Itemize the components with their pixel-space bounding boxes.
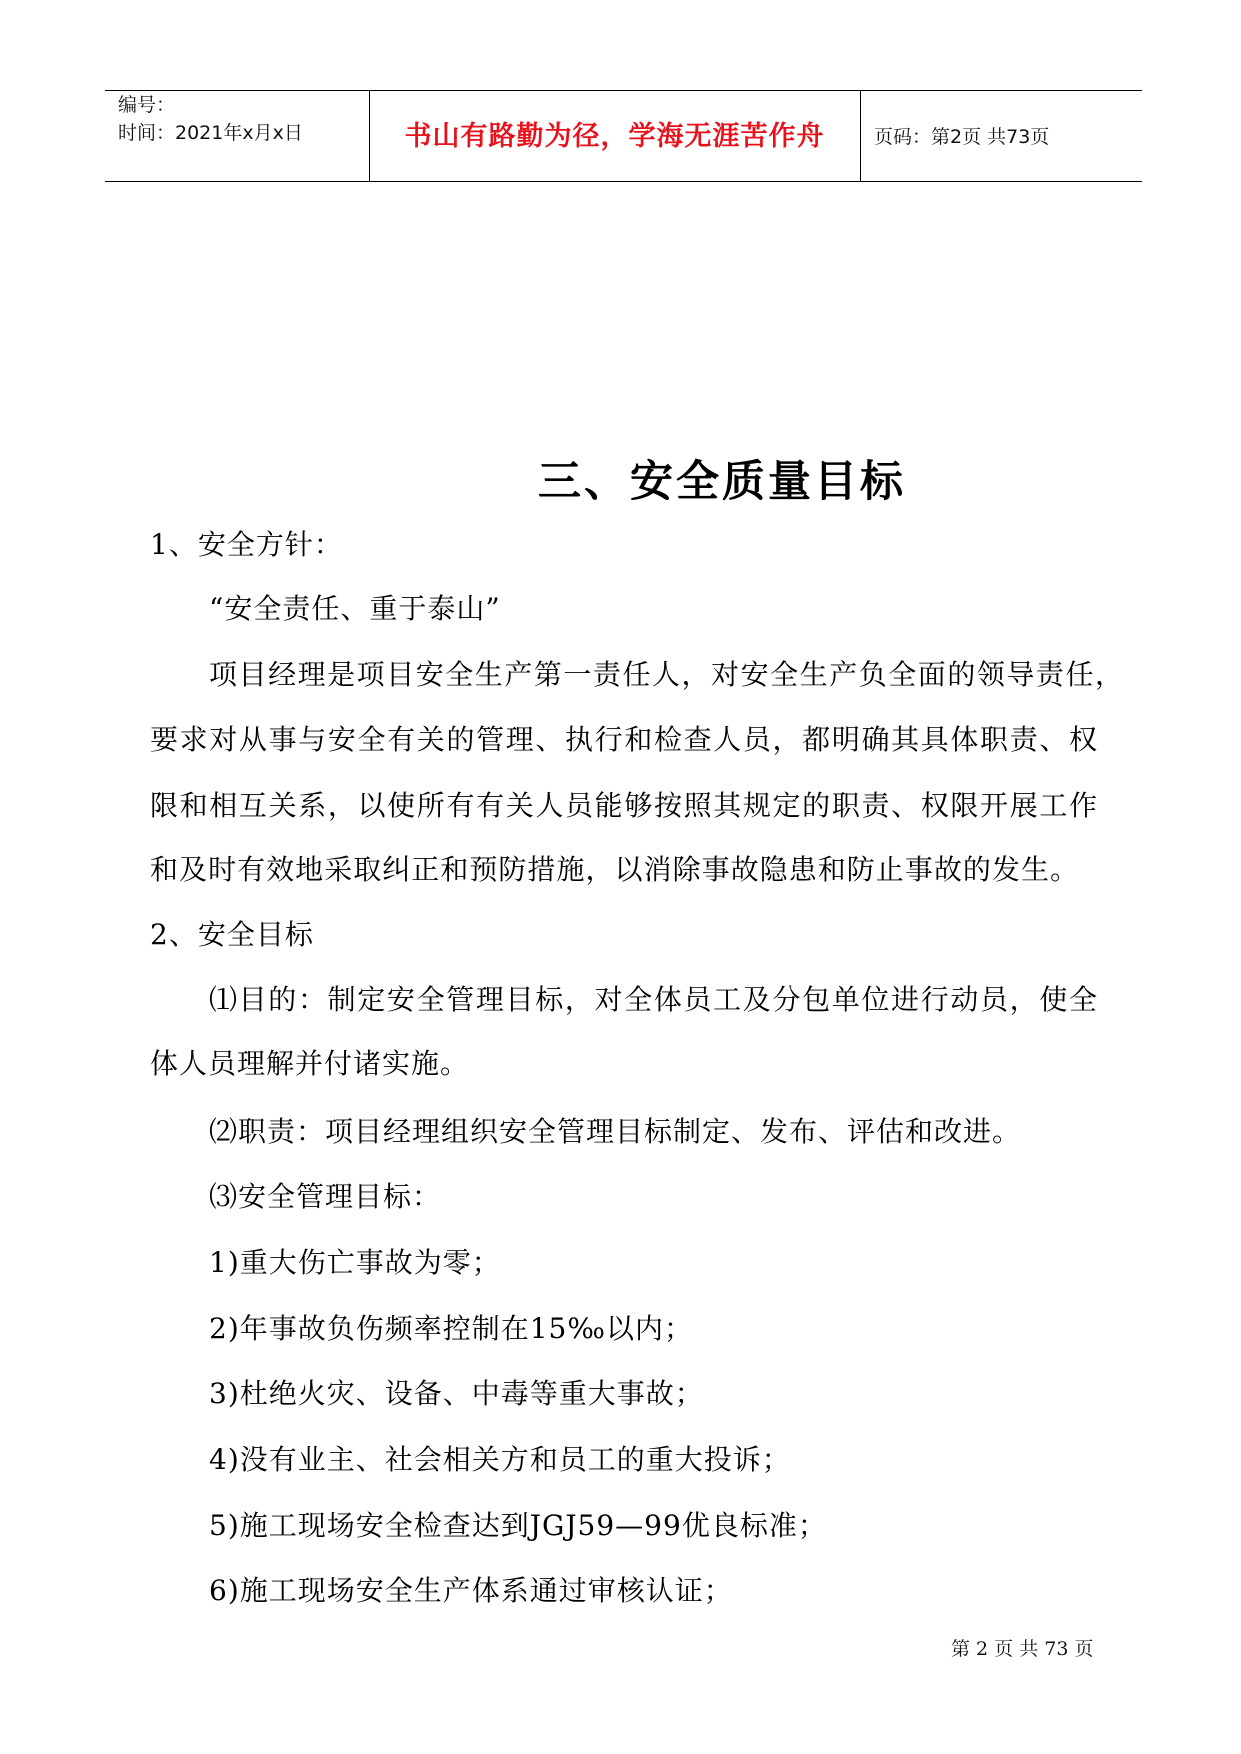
goals-purpose-line: 体人员理解并付诸实施。 — [150, 1047, 470, 1080]
date-label: 时间：2021年x月x日 — [118, 122, 303, 144]
page-footer-number: 第 2 页 共 73 页 — [951, 1638, 1094, 1660]
header-meta-cell — [105, 91, 369, 181]
goal-target-item: 1)重大伤亡事故为零； — [209, 1246, 501, 1279]
goals-purpose-line: ⑴目的：制定安全管理目标，对全体员工及分包单位进行动员，使全 — [209, 983, 1097, 1016]
section-title: 三、安全质量目标 — [538, 457, 906, 507]
policy-paragraph-line: 和及时有效地采取纠正和预防措施，以消除事故隐患和防止事故的发生。 — [150, 853, 1078, 886]
motto-text: 书山有路勤为径，学海无涯苦作舟 — [404, 121, 825, 152]
serial-number-label: 编号： — [118, 94, 176, 116]
policy-paragraph-line: 项目经理是项目安全生产第一责任人，对安全生产负全面的领导责任， — [209, 658, 1123, 691]
goal-target-item: 6)施工现场安全生产体系通过审核认证； — [209, 1574, 733, 1607]
goal-target-item: 5)施工现场安全检查达到JGJ59—99优良标准； — [209, 1509, 827, 1542]
goal-target-item: 3)杜绝火灾、设备、中毒等重大事故； — [209, 1377, 704, 1410]
page-header — [105, 90, 1142, 182]
policy-paragraph-line: 限和相互关系，以使所有有关人员能够按照其规定的职责、权限开展工作 — [150, 789, 1097, 822]
goals-targets-heading: ⑶安全管理目标： — [209, 1180, 442, 1213]
header-page-info: 页码：第2页 共73页 — [874, 126, 1050, 148]
header-motto-cell — [369, 91, 860, 181]
goal-target-item: 4)没有业主、社会相关方和员工的重大投诉； — [209, 1443, 791, 1476]
policy-heading: 1、安全方针： — [150, 528, 343, 561]
policy-paragraph-line: 要求对从事与安全有关的管理、执行和检查人员，都明确其具体职责、权 — [150, 723, 1097, 756]
goals-heading: 2、安全目标 — [150, 918, 314, 951]
header-page-cell — [860, 91, 1142, 181]
goals-duty: ⑵职责：项目经理组织安全管理目标制定、发布、评估和改进。 — [209, 1115, 1022, 1148]
goal-target-item: 2)年事故负伤频率控制在15‰以内； — [209, 1312, 693, 1345]
policy-slogan: “安全责任、重于泰山” — [209, 592, 501, 625]
